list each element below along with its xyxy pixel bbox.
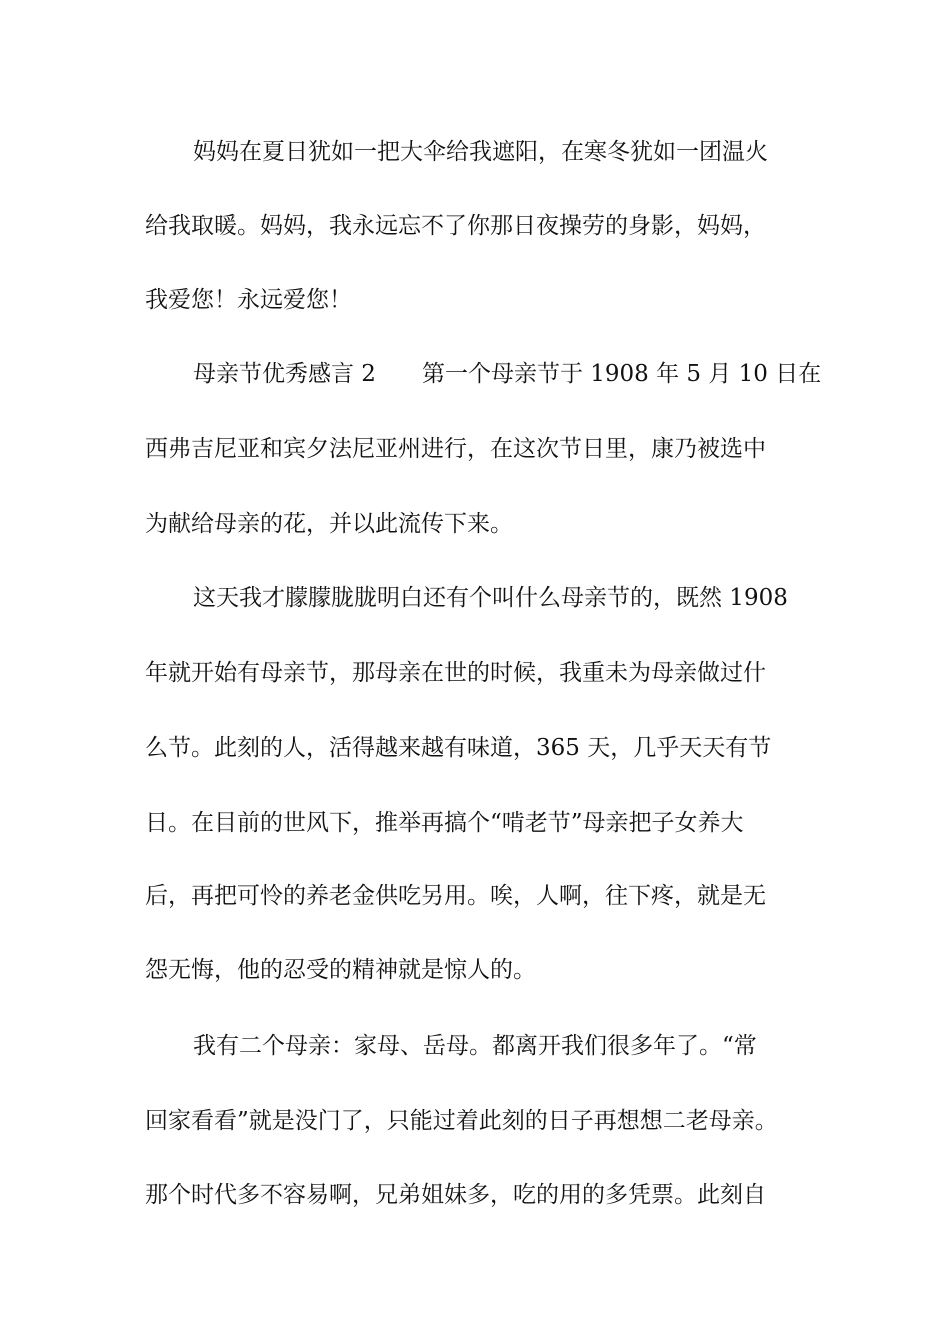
text-line: 这天我才朦朦胧胧明白还有个叫什么母亲节的，既然 1908 [193, 585, 788, 611]
text-line: 么节。此刻的人，活得越来越有味道，365 天，几乎天天有节 [145, 735, 772, 761]
text-line: 日。在目前的世风下，推举再搞个“啃老节”母亲把子女养大 [145, 810, 744, 836]
text-line: 为献给母亲的花，并以此流传下来。 [145, 511, 513, 537]
text-line: 我爱您！永远爱您！ [145, 287, 352, 313]
text-line: 西弗吉尼亚和宾夕法尼亚州进行，在这次节日里，康乃被选中 [145, 436, 766, 462]
text-line: 回家看看”就是没门了，只能过着此刻的日子再想想二老母亲。 [145, 1108, 778, 1134]
text-line: 妈妈在夏日犹如一把大伞给我遮阳，在寒冬犹如一团温火 [193, 139, 768, 165]
text-line: 我有二个母亲：家母、岳母。都离开我们很多年了。“常 [193, 1033, 757, 1059]
text-line: 给我取暖。妈妈，我永远忘不了你那日夜操劳的身影，妈妈， [145, 213, 766, 239]
text-line: 母亲节优秀感言 2 第一个母亲节于 1908 年 5 月 10 日在 [193, 361, 822, 387]
text-line: 怨无悔，他的忍受的精神就是惊人的。 [145, 957, 536, 983]
text-line: 那个时代多不容易啊，兄弟姐妹多，吃的用的多凭票。此刻自 [145, 1182, 766, 1208]
text-line: 后，再把可怜的养老金供吃另用。唉，人啊，往下疼，就是无 [145, 883, 766, 909]
text-line: 年就开始有母亲节，那母亲在世的时候，我重未为母亲做过什 [145, 660, 766, 686]
